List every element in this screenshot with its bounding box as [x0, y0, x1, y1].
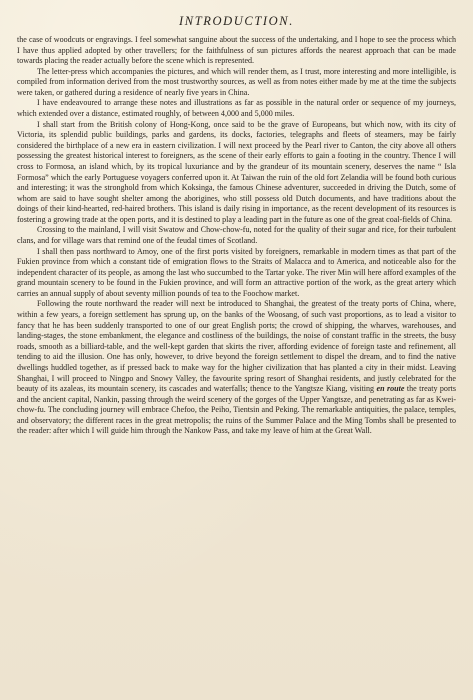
running-head: INTRODUCTION.: [179, 14, 294, 28]
paragraph-hong-kong: I shall start from the British colony of Hong-Kong, once said to be the grave of Europeans, but which now, with its city of Victoria, its splendid public buildings, parks and gardens, its docks, factories, telegraphs and fleets of steamers, may be fairly considered the birthplace of a new era in eastern civilization. I will next proceed by the Pearl river to Canton, the city above all others possessing the greatest historical interest to foreigners, as the scene of their early efforts to gain a footing in the country. Thence I will cross to Formosa, an island which, by its tropical luxuriance and by the grandeur of its mountain scenery, deserves the name “ Isla Formosa” which the early Portuguese voyagers conferred upon it. At Taiwan the ruin of the old fort Zelandia will be found both curious and interesting; it was the stronghold from which Koksinga, the famous Chinese adventurer, succeeded in driving the Dutch, some of whom are said to have sought shelter among the aborigines, who still possess old Dutch documents, and have traditions about the doings of their kind-hearted, red-haired brothers. This island is daily rising in importance, as the recent development of its resources is fostering a growing trade at the open ports, and it is destined to play a leading part in the future as one of the great coal-fields of China.: [17, 119, 456, 224]
paragraph-letter-press: The letter-press which accompanies the pictures, and which will render them, as I trust, more interesting and more intelligible, is compiled from information derived from the most trustworthy sources, as well as from notes either made by me at the time the subjects were taken, or gathered during a residence of nearly five years in China.: [17, 66, 456, 97]
paragraph-swatow: Crossing to the mainland, I will visit Swatow and Chow-chow-fu, noted for the quality of their sugar and rice, for their turbulent clans, and for village wars that remind one of the feudal times of Scotland.: [17, 225, 456, 245]
italic-en-route: en route: [376, 384, 405, 394]
page-header: [17, 14, 456, 29]
paragraph-amoy: I shall then pass northward to Amoy, one of the first ports visited by foreigners, remarkable in modern times as that part of the Fukien province from which a constant tide of emigration flows to the Straits of Malacca and to America, and noticeable also for the independent character of its people, as among the last who succumbed to the Tartar yoke. The river Min will here afford examples of the grand mountain scenery to be found in the Fukien province, and will form an attractive portion of the work, as the great artery which carries an annual supply of about seventy million pounds of tea to the Foochow market.: [17, 246, 456, 298]
paragraph-shanghai: Following the route northward the reader will next be introduced to Shanghai, the greatest of the treaty ports of China, where, within a few years, a foreign settlement has sprung up, on the banks of the Woosang, of such vast proportions, as to lead a visitor to fancy that he has been suddenly transported to one of our great English ports; the crowd of shipping, the wharves, warehouses, and landing-stages, the stone embankment, the elegance and costliness of the buildings, the noise of constant traffic in the streets, the busy roads, smooth as a billiard-table, and the well-kept garden that skirts the river, affording evidence of foreign taste and refinement, all tending to aid the illusion. One has only, however, to drive beyond the foreign settlement to dispel the dream, and to find the native dwellings huddled together, as if pressed back to make way for the higher civilization that has planted a city in their midst. Leaving Shanghai, I will proceed to Ningpo and Snowy Valley, the favourite spring resort of Shanghai residents, and justly celebrated for the beauty of its azaleas, its mountain scenery, its cascades and waterfalls; thence to the Yangtsze Kiang, visiting en route the treaty ports and the ancient capital, Nankin, passing through the weird scenery of the gorges of the Upper Yangtsze, and penetrating as far as Kwei-chow-fu. The concluding journey will embrace Chefoo, the Peiho, Tientsin and Peking. The remarkable antiquities, the palace, temples, and observatory; the different races in the great metropolis; the ruins of the Summer Palace and the Ming Tombs shall be presented to the reader: after which I will guide him through the Nankow Pass, and take my leave of him at the Great Wall.: [17, 299, 457, 436]
paragraph-woodcuts: the case of woodcuts or engravings. I feel somewhat sanguine about the success of the undertaking, and I hope to see the process which I have thus applied adopted by other travellers; for the faithfulness of sun pictures affords the nearest approach that can be made towards placing the reader actually before the scene which is represented.: [17, 35, 456, 66]
body-text: [17, 35, 456, 437]
paragraph-journeys: I have endeavoured to arrange these notes and illustrations as far as possible in the natural order or sequence of my journeys, which extended over a distance, estimated roughly, of between 4,000 and 5,000 miles.: [17, 98, 456, 119]
